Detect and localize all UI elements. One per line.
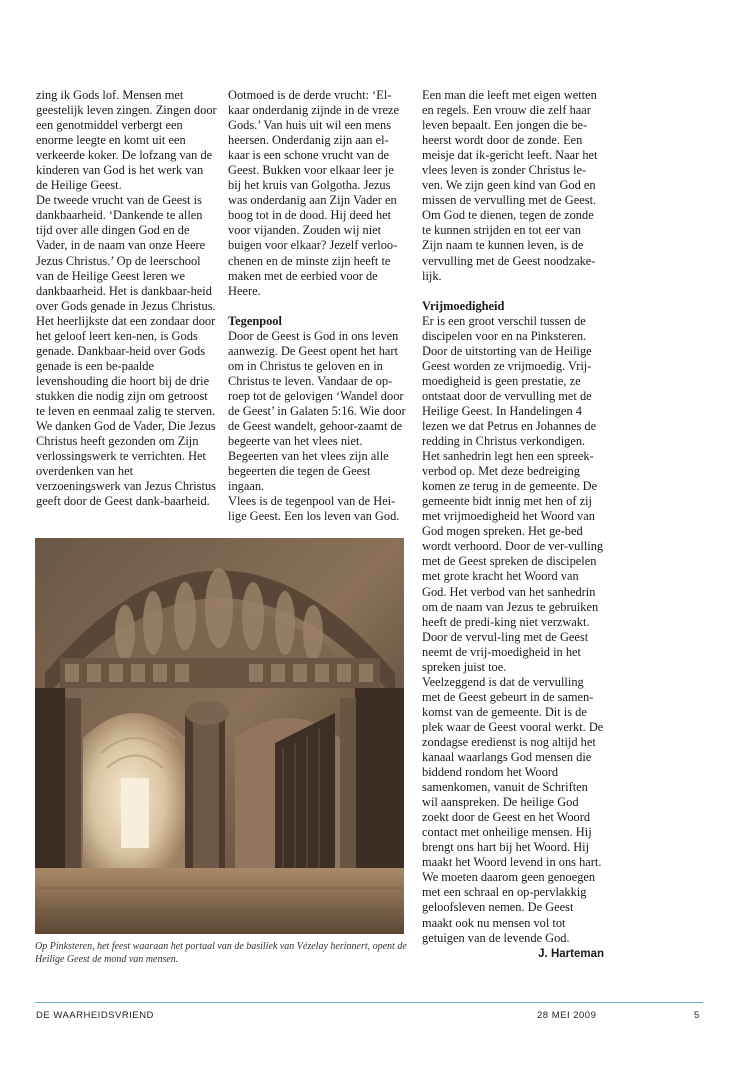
paragraph: Vlees is de tegenpool van de Hei-lige Geest. Een los leven van God. xyxy=(228,494,400,524)
basilica-portal-photo xyxy=(35,538,404,934)
photo-caption: Op Pinksteren, het feest waaraan het portaal van de basiliek van Vézelay herinnert, opent de Heilige Geest de mond van mensen. xyxy=(35,941,407,965)
paragraph: Ootmoed is de derde vrucht: ‘El-kaar onderdanig zijnde in de vreze Gods.’ Van huis uit wil een mens heersen. Onderdanig zijn aan el-kaar is een schone vrucht van de Geest. Bukken voor elkaar leer je bij het kruis van Golgotha. Jezus was onderdanig aan Zijn Vader en boog tot in de dood. Hij deed het voor vijanden. Zouden wij niet buigen voor elkaar? Jezelf verloo-chenen en de minste zijn heeft te maken met de eerbied voor de Heere. xyxy=(228,88,399,298)
paragraph-gap xyxy=(422,284,604,299)
page-number: 5 xyxy=(694,1010,700,1021)
paragraph-gap xyxy=(228,299,408,314)
text-column-3 xyxy=(422,88,604,962)
paragraph: Een man die leeft met eigen wetten en regels. Een vrouw die zelf haar leven bepaalt. Een jongen die be-heerst wordt door de zonde. Een meisje dat ik-gericht leeft. Naar het vlees leven is zonder Christus le-ven. We zijn geen kind van God en missen de vervulling met de Geest. Om God te dienen, tegen de zonde te kunnen strijden en tot eer van Zijn naam te kunnen leven, is de vervulling met de Geest noodzake-lijk. xyxy=(422,88,598,283)
paragraph: Veelzeggend is dat de vervulling met de Geest gebeurt in de samen-komst van de gemeente. Dit is de plek waar de Geest vooral werkt. De zondagse eredienst is nog altijd het kanaal waarlangs God mensen die biddend rondom het Woord samenkomen, vanuit de Schriften wil aanspreken. De heilige God zoekt door de Geest en het Woord contact met onheilige mensen. Hij brengt ons hart bij het Woord. Hij maakt het Woord levend in ons hart. We moeten daarom geen genoegen met een schraal en op-pervlakkig geloofsleven nemen. De Geest maakt ook nu mensen vol tot getuigen van de levende God. xyxy=(422,674,604,945)
footer-rule xyxy=(35,1002,703,1003)
paragraph: De tweede vrucht van de Geest is dankbaarheid. ‘Dankende te allen tijd over alle dingen God en de Vader, in de naam van onze Heere Jezus Christus.’ Op de leerschool van de Heilige Geest leren we dankbaarheid. Het is dankbaar-heid over Gods genade in Jezus Christus. Het heerlijkste dat een zondaar door het geloof leert ken-nen, is Gods genade. Dankbaar-heid over Gods genade is een be-paalde levenshouding die hoort bij de drie stukken die nodig zijn om getroost te leven en eenmaal zalig te sterven. We danken God de Vader, Die Jezus Christus heeft gezonden om Zijn verlossingswerk te verrichten. Het overdenken van het verzoeningswerk van Jezus Christus geeft door de Geest dank-baarheid. xyxy=(36,193,216,509)
paragraph: Door de Geest is God in ons leven aanwezig. De Geest opent het hart om in Christus te geloven en in Christus te leven. Vandaar de op-roep tot de gelovigen ‘Wandel door de Geest’ in Galaten 5:16. Wie door de Geest wandelt, gehoor-zaamt de begeerte van het vlees niet. Begeerten van het vlees zijn alle begeerten die tegen de Geest ingaan. xyxy=(228,328,406,494)
text-column-2 xyxy=(228,88,408,524)
section-heading-tegenpool: Tegenpool xyxy=(228,313,282,328)
publication-name: DE WAARHEIDSVRIEND xyxy=(36,1010,154,1021)
issue-date: 28 MEI 2009 xyxy=(537,1010,597,1021)
section-heading-vrijmoedigheid: Vrijmoedigheid xyxy=(422,298,505,313)
author-signature: J. Harteman xyxy=(538,947,604,960)
paragraph: Er is een groot verschil tussen de discipelen voor en na Pinksteren. Door de uitstorting van de Heilige Geest worden ze vrijmoedig. Vrij-moedigheid is geen prestatie, ze ontstaat door de vervulling met de Heilige Geest. In Handelingen 4 lezen we dat Petrus en Johannes de redding in Christus verkondigen. Het sanhedrin legt hen een spreek-verbod op. Met deze bedreiging komen ze terug in de gemeente. De gemeente bidt innig met hen of zij met vrijmoedigheid het Woord van God mogen spreken. Het ge-bed wordt verhoord. Door de ver-vulling met de Geest spreken de discipelen met grote kracht het Woord van God. Het verbod van het sanhedrin om de naam van Jezus te gebruiken heeft de predi-king niet verzwakt. Door de vervul-ling met de Geest neemt de vrij-moedigheid in het spreken juist toe. xyxy=(422,313,604,674)
text-column-1 xyxy=(36,88,218,509)
paragraph: zing ik Gods lof. Mensen met geestelijk leven zingen. Zingen door een genotmiddel verbergt een enorme leegte en komt uit een verkeerde koker. De lofzang van de kinderen van God is het werk van de Heilige Geest. xyxy=(36,88,217,193)
